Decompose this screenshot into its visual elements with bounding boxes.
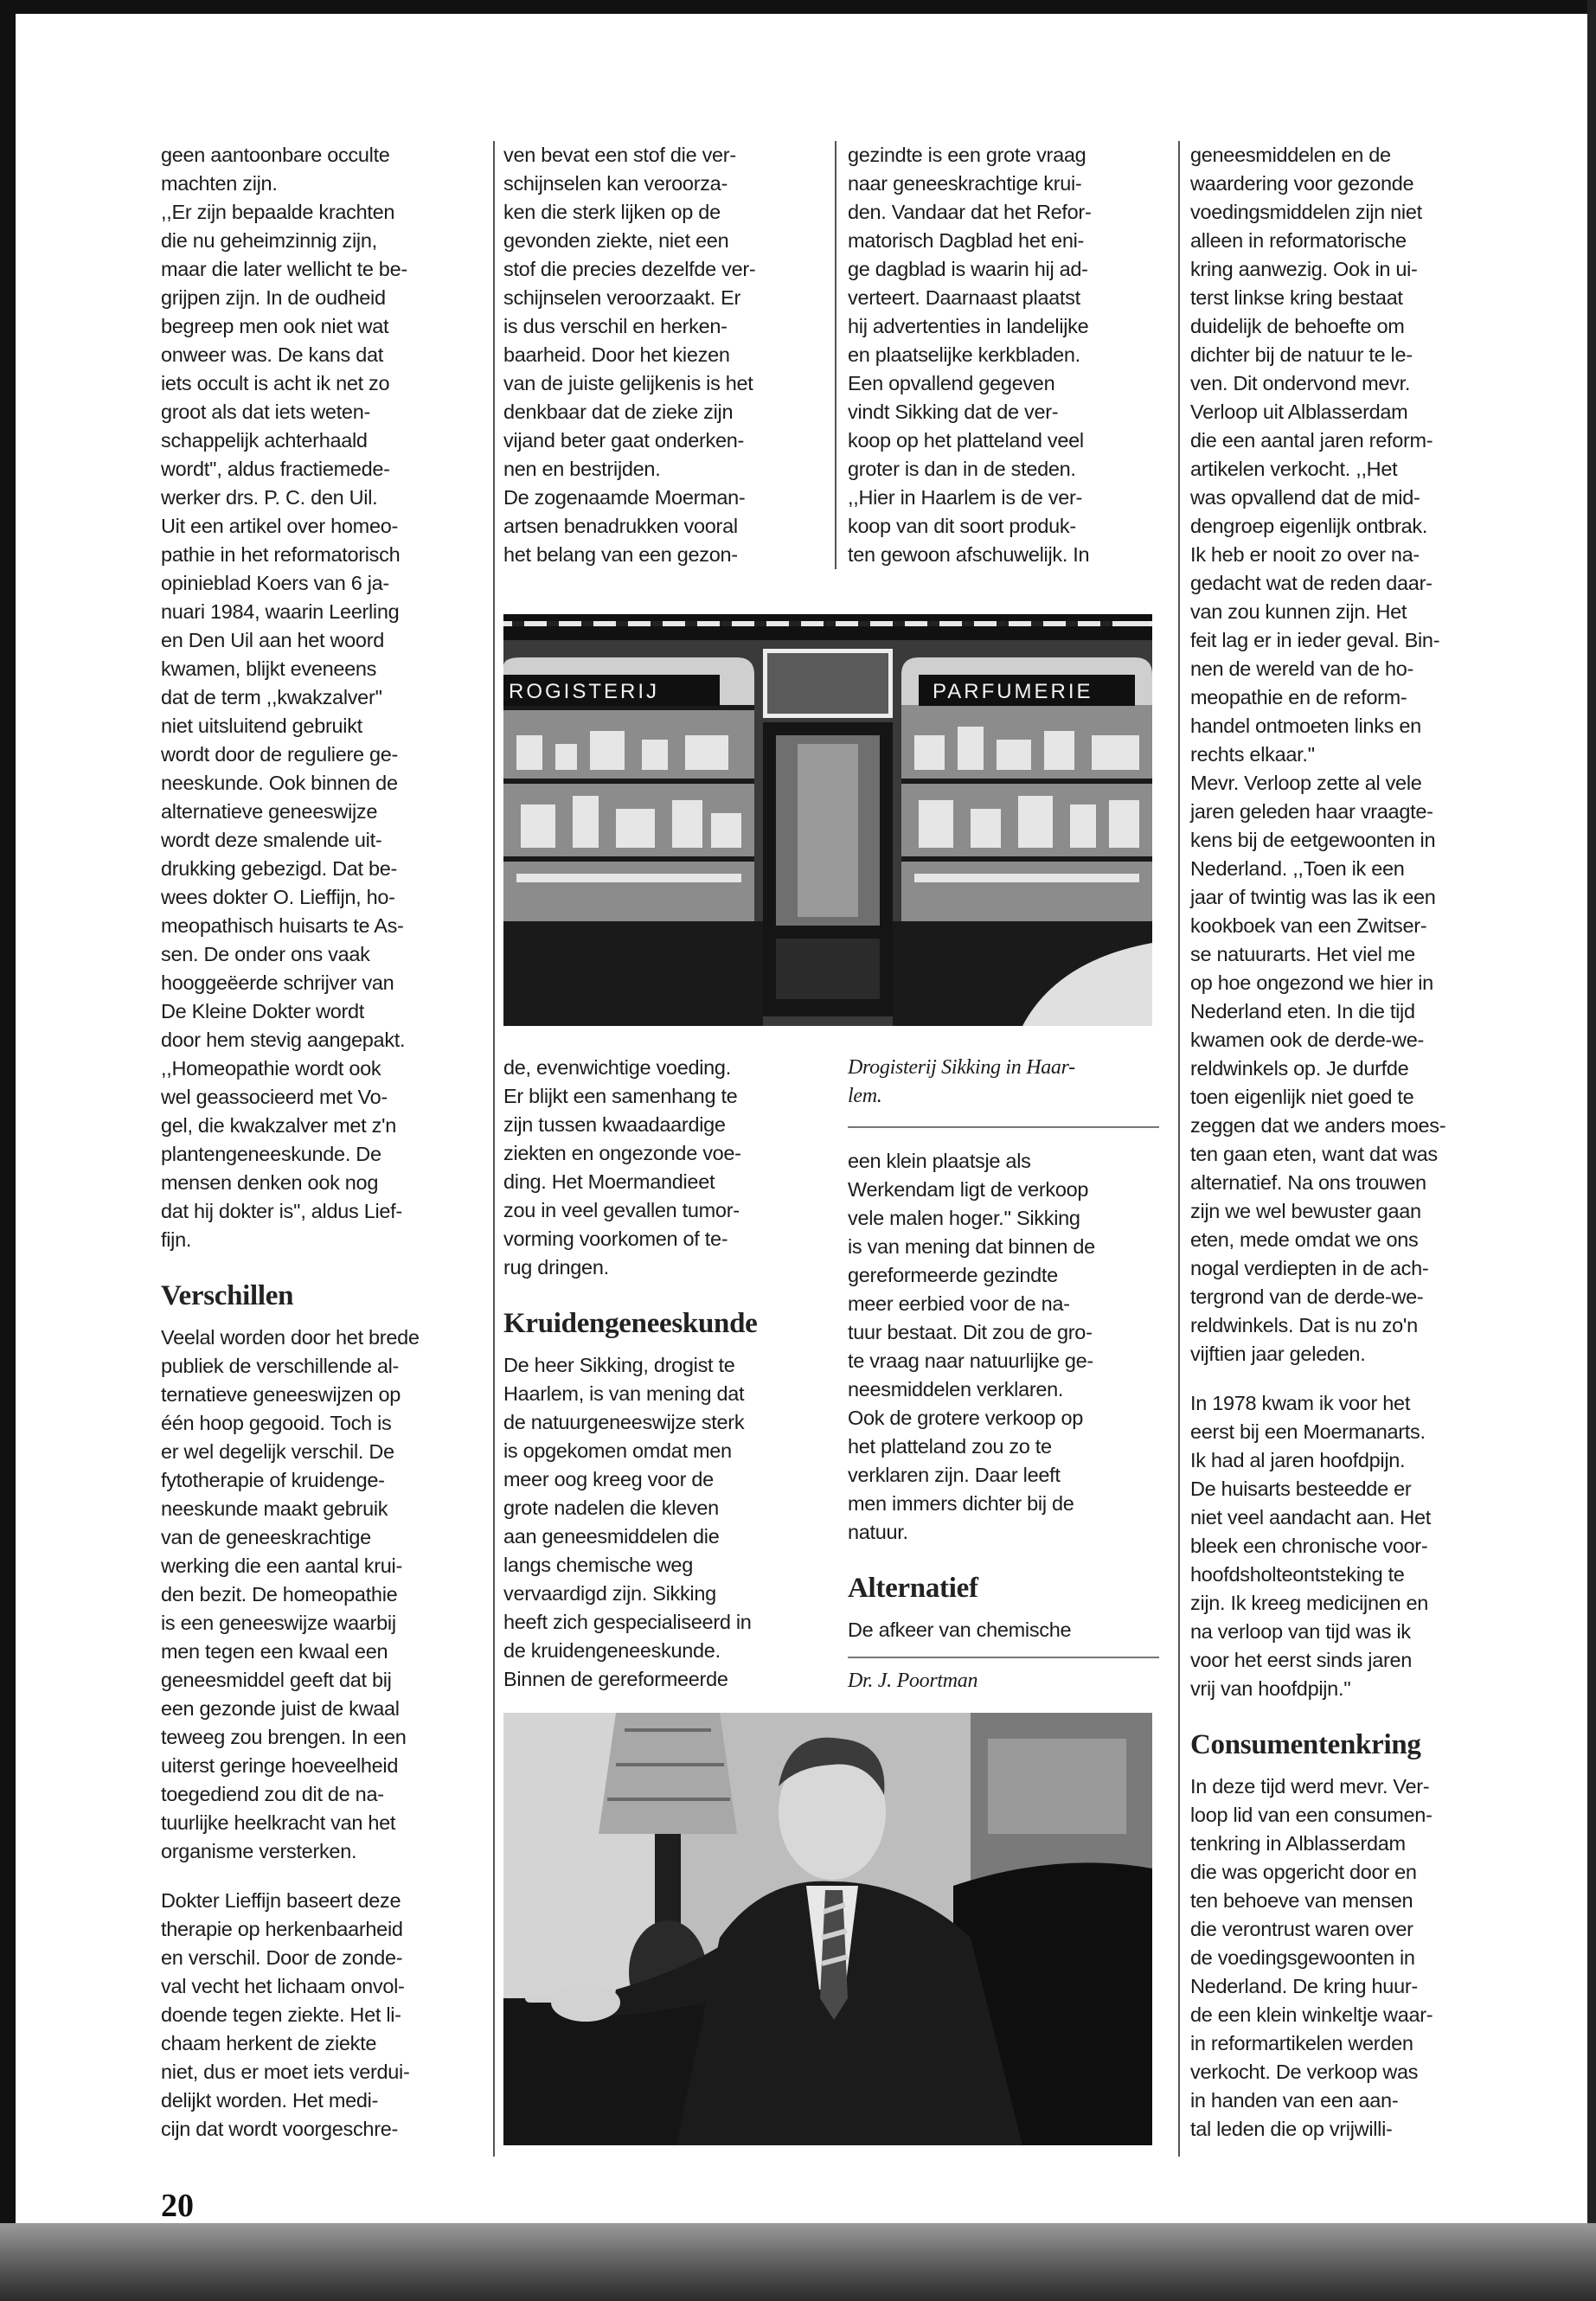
shop-photo bbox=[503, 614, 1152, 1026]
heading-verschillen: Verschillen bbox=[161, 1280, 294, 1311]
column-3-lower bbox=[848, 1054, 1159, 1695]
heading-consumentenkring: Consumentenkring bbox=[1190, 1729, 1421, 1760]
column-3-text-middle: een klein plaatsje als Werkendam ligt de verkoop vele malen hoger.'' Sikking is van mening dat binnen de gereformeerde gezindte meer eerbied voor de na- tuur bestaat. Dit zou de gro- te vraag naar natuurlijke ge- neesmiddelen verklaren. Ook de grotere verkoop op het platteland zou zo te verklaren zijn. Daar leeft men immers dichter bij de natuur. bbox=[848, 1150, 1095, 1543]
scan-border-bottom bbox=[0, 2223, 1596, 2301]
column-3 bbox=[848, 141, 1159, 569]
column-2-text-bottom: De heer Sikking, drogist te Haarlem, is van mening dat de natuurgeneeswijze sterk is opgekomen omdat men meer oog kreeg voor de grote nadelen die kleven aan geneesmiddelen die langs chemische weg vervaardigd zijn. Sikking heeft zich gespecialiseerd in de kruidengeneeskunde. Binnen de gereformeerde bbox=[503, 1354, 752, 1690]
scan-border-left bbox=[0, 0, 16, 2301]
column-4-text-bottom: In deze tijd werd mevr. Ver- loop lid van een consumen- tenkring in Alblasserdam die was opgericht door en ten behoeve van mensen die verontrust waren over de voedingsgewoonten in Nederland. De kring huur- de een klein winkeltje waar- in reformartikelen werden verkocht. De verkoop was in handen van een aan- tal leden die op vrijwilli- bbox=[1190, 1775, 1433, 2140]
column-4 bbox=[1190, 141, 1502, 2144]
column-2-text-middle: de, evenwichtige voeding. Er blijkt een samenhang te zijn tussen kwaadaardige ziekten en ongezonde voe- ding. Het Moermandieet zou in veel gevallen tumor- vorming voorkomen of te- rug dringen. bbox=[503, 1056, 741, 1279]
scan-border-top bbox=[0, 0, 1596, 14]
portrait-photo-caption: Dr. J. Poortman bbox=[848, 1670, 978, 1692]
column-2-text-top: ven bevat een stof die ver- schijnselen kan veroorza- ken die sterk lijken op de gevonden ziekte, niet een stof die precies dezelfde ver- schijnselen veroorzaakt. Er is dus verschil en herken- baarheid. Door het kiezen van de juiste gelijkenis is het denkbaar dat de zieke zijn vijand beter gaat onderken- nen en bestrijden. De zogenaamde Moerman- artsen benadrukken vooral het belang van een gezon- bbox=[503, 144, 756, 566]
shop-photo-caption: Drogisterij Sikking in Haar- lem. bbox=[848, 1056, 1075, 1107]
column-3-text-bottom: De afkeer van chemische bbox=[848, 1618, 1072, 1641]
portrait-photo bbox=[503, 1713, 1152, 2145]
shop-sign-parfumerie: PARFUMERIE bbox=[933, 680, 1093, 703]
column-1-text-bottom: Dokter Lieffijn baseert deze therapie op herkenbaarheid en verschil. Door de zonde- val vecht het lichaam onvol- doende tegen ziekte. Het li- chaam herkent de ziekte niet, dus er moet iets verdui- delijkt worden. Het medi- cijn dat wordt voorgeschre- bbox=[161, 1889, 410, 2140]
scan-border-right bbox=[1587, 0, 1596, 2301]
page-number: 20 bbox=[161, 2188, 194, 2224]
column-1 bbox=[161, 141, 472, 2144]
caption-rule bbox=[848, 1126, 1159, 1128]
column-2 bbox=[503, 141, 815, 569]
caption-rule-2 bbox=[848, 1657, 1159, 1658]
column-4-text-middle: In 1978 kwam ik voor het eerst bij een Moermanarts. Ik had al jaren hoofdpijn. De huisarts besteedde er niet veel aandacht aan. Het bleek een chronische voor- hoofdsholteontsteking te zijn. Ik kreeg medicijnen en na verloop van tijd was ik voor het eerst sinds jaren vrij van hoofdpijn.'' bbox=[1190, 1392, 1432, 1700]
shop-sign-drogisterij: ROGISTERIJ bbox=[509, 680, 660, 703]
column-3-text-top: gezindte is een grote vraag naar geneeskrachtige krui- den. Vandaar dat het Refor- matorisch Dagblad het eni- ge dagblad is waarin hij ad- verteert. Daarnaast plaatst hij advertenties in landelijke en plaatselijke kerkbladen. Een opvallend gegeven vindt Sikking dat de ver- koop op het platteland veel groter is dan in de steden. ,,Hier in Haarlem is de ver- koop van dit soort produk- ten gewoon afschuwelijk. In bbox=[848, 144, 1092, 566]
column-1-text-middle: Veelal worden door het brede publiek de verschillende al- ternatieve geneeswijzen op één hoop gegooid. Toch is er wel degelijk verschil. De fytotherapie of kruidenge- neeskunde maakt gebruik van de geneeskrachtige werking die een aantal krui- den bezit. De homeopathie is een geneeswijze waarbij men tegen een kwaal een geneesmiddel geeft dat bij een gezonde juist de kwaal teweeg zou brengen. In een uiterst geringe hoeveelheid toegediend zou dit de na- tuurlijke heelkracht van het organisme versterken. bbox=[161, 1326, 420, 1862]
column-2-lower bbox=[503, 1054, 815, 1694]
heading-kruidengeneeskunde: Kruidengeneeskunde bbox=[503, 1308, 758, 1339]
column-rule-1 bbox=[493, 141, 495, 2157]
column-1-text-top: geen aantoonbare occulte machten zijn. ,,Er zijn bepaalde krachten die nu geheimzinnig zijn, maar die later wellicht te be- grijpen zijn. In de oudheid begreep men ook niet wat onweer was. De kans dat iets occult is acht ik net zo groot als dat iets weten- schappelijk achterhaald wordt'', aldus fractiemede- werker drs. P. C. den Uil. Uit een artikel over homeo- pathie in het reformatorisch opinieblad Koers van 6 ja- nuari 1984, waarin Leerling en Den Uil aan het woord kwamen, blijkt eveneens dat de term ,,kwakzalver'' niet uitsluitend gebruikt wordt door de reguliere ge- neeskunde. Ook binnen de alternatieve geneeswijze wordt deze smalende uit- drukking gebezigd. Dat be- wees dokter O. Lieffijn, ho- meopathisch huisarts te As- sen. De onder ons vaak hooggeëerde schrijver van De Kleine Dokter wordt door hem stevig aangepakt. ,,Homeopathie wordt ook wel geassocieerd met Vo- gel, die kwakzalver met z'n plantengeneeskunde. De mensen denken ook nog dat hij dokter is'', aldus Lief- fijn. bbox=[161, 144, 407, 1251]
column-rule-2 bbox=[835, 141, 836, 569]
heading-alternatief: Alternatief bbox=[848, 1573, 978, 1604]
column-4-text-top: geneesmiddelen en de waardering voor gezonde voedingsmiddelen zijn niet alleen in reformatorische kring aanwezig. Ook in ui- terst linkse kring bestaat duidelijk de behoefte om dichter bij de natuur te le- ven. Dit ondervond mevr. Verloop uit Alblasserdam die een aantal jaren reform- artikelen verkocht. ,,Het was opvallend dat de mid- dengroep eigenlijk ontbrak. Ik heb er nooit zo over na- gedacht wat de reden daar- van zou kunnen zijn. Het feit lag er in ieder geval. Bin- nen de wereld van de ho- meopathie en de reform- handel ontmoeten links en rechts elkaar.'' Mevr. Verloop zette al vele jaren geleden haar vraagte- kens bij de eetgewoonten in Nederland. ,,Toen ik een jaar of twintig was las ik een kookboek van een Zwitser- se natuurarts. Het viel me op hoe ongezond we hier in Nederland eten. In die tijd kwamen ook de derde-we- reldwinkels op. Je durfde toen eigenlijk niet goed te zeggen dat we anders moes- ten gaan eten, want dat was alternatief. Na ons trouwen zijn we wel bewuster gaan eten, mede omdat we ons nogal verdiepten in de ach- tergrond van de derde-we- reldwinkels. Dat is nu zo'n vijftien jaar geleden. bbox=[1190, 144, 1446, 1365]
column-rule-3 bbox=[1178, 141, 1180, 2157]
